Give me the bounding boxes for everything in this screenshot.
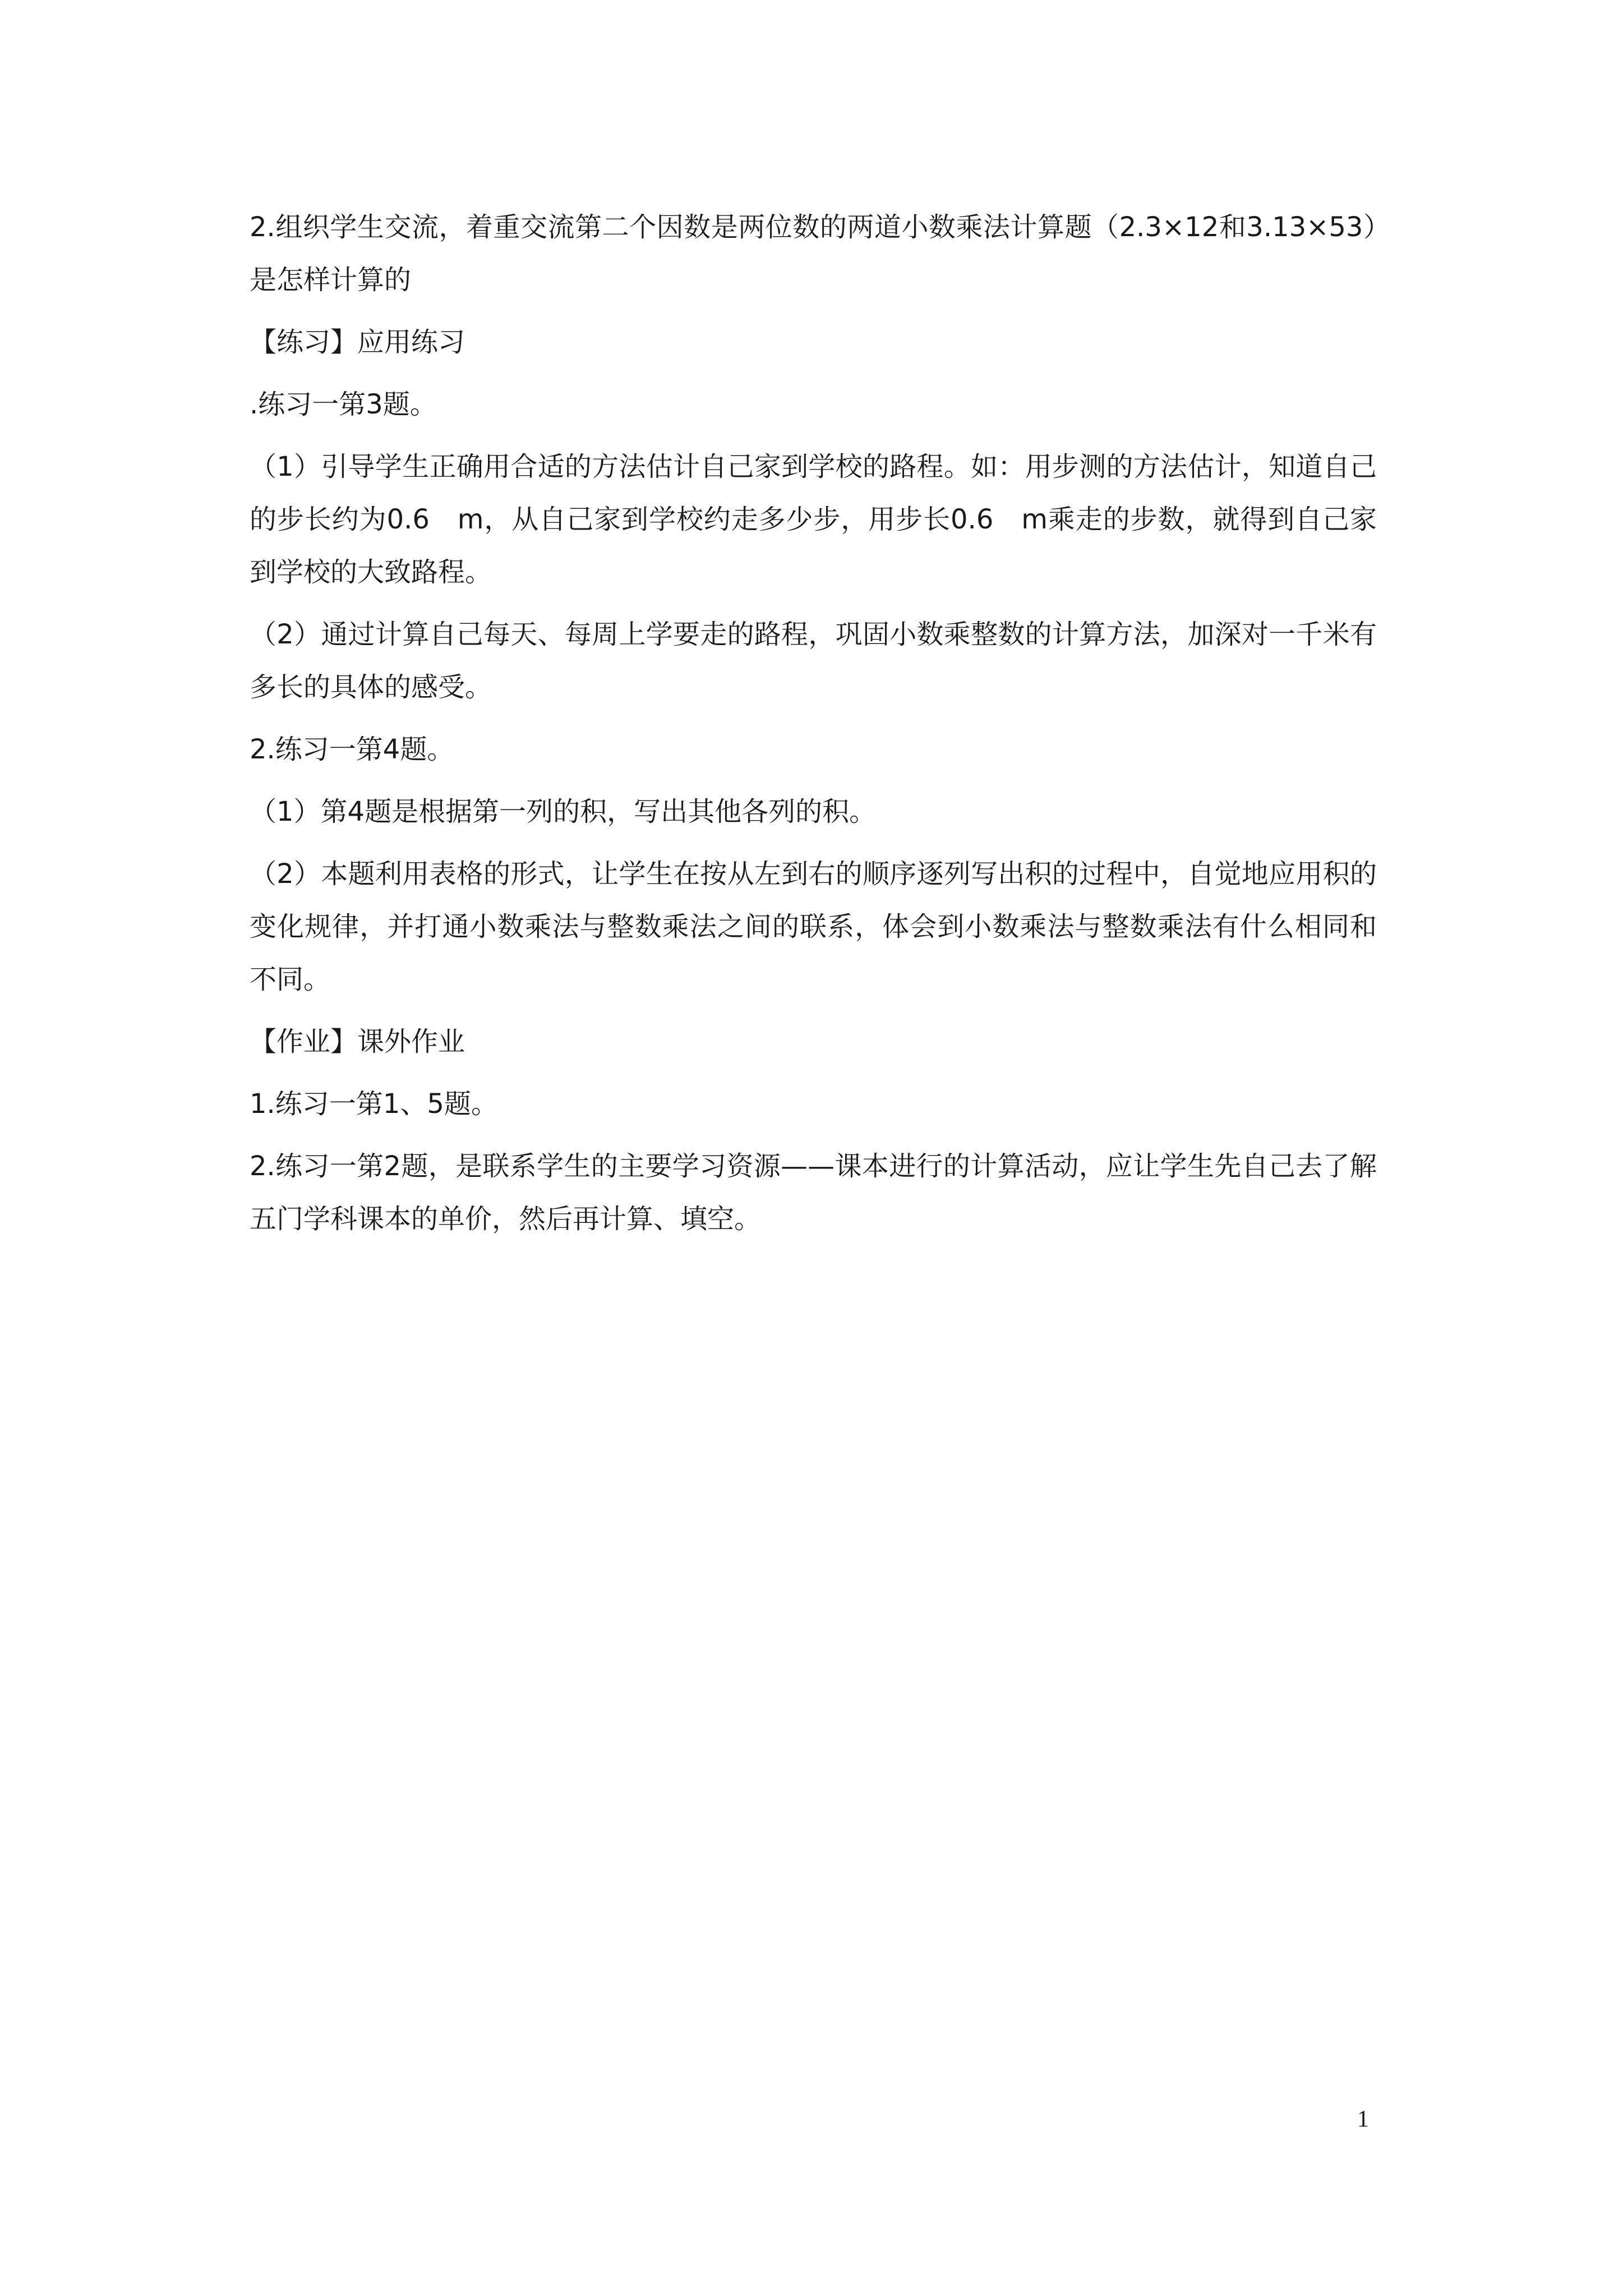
paragraph-homework-1: 1.练习一第1、5题。 (250, 1088, 498, 1120)
heading-homework: 【作业】课外作业 (250, 1026, 465, 1057)
paragraph-homework-2: 2.练习一第2题，是联系学生的主要学习资源——课本进行的计算活动，应让学生先自己去了解五门学科课本的单价，然后再计算、填空。 (250, 1151, 1377, 1235)
page-content (250, 201, 1377, 1255)
page-number: 1 (1357, 2106, 1369, 2132)
heading-practice: 【练习】应用练习 (250, 326, 465, 358)
paragraph-exchange-discussion: 2.组织学生交流，着重交流第二个因数是两位数的两道小数乘法计算题（2.3×12和3.13×53）是怎样计算的 (250, 211, 1377, 296)
paragraph-exercise-3-part-1: （1）引导学生正确用合适的方法估计自己家到学校的路程。如：用步测的方法估计，知道自己的步长约为0.6 m，从自己家到学校约走多少步，用步长0.6 m乘走的步数，就得到自己家到学校的大致路程。 (250, 451, 1377, 588)
paragraph-exercise-4: 2.练习一第4题。 (250, 734, 454, 765)
paragraph-exercise-3: .练习一第3题。 (250, 389, 437, 420)
paragraph-exercise-3-part-2: （2）通过计算自己每天、每周上学要走的路程，巩固小数乘整数的计算方法，加深对一千米有多长的具体的感受。 (250, 619, 1377, 703)
paragraph-exercise-4-part-2: （2）本题利用表格的形式，让学生在按从左到右的顺序逐列写出积的过程中，自觉地应用积的变化规律，并打通小数乘法与整数乘法之间的联系，体会到小数乘法与整数乘法有什么相同和不同。 (250, 858, 1377, 995)
paragraph-exercise-4-part-1: （1）第4题是根据第一列的积，写出其他各列的积。 (250, 796, 877, 827)
